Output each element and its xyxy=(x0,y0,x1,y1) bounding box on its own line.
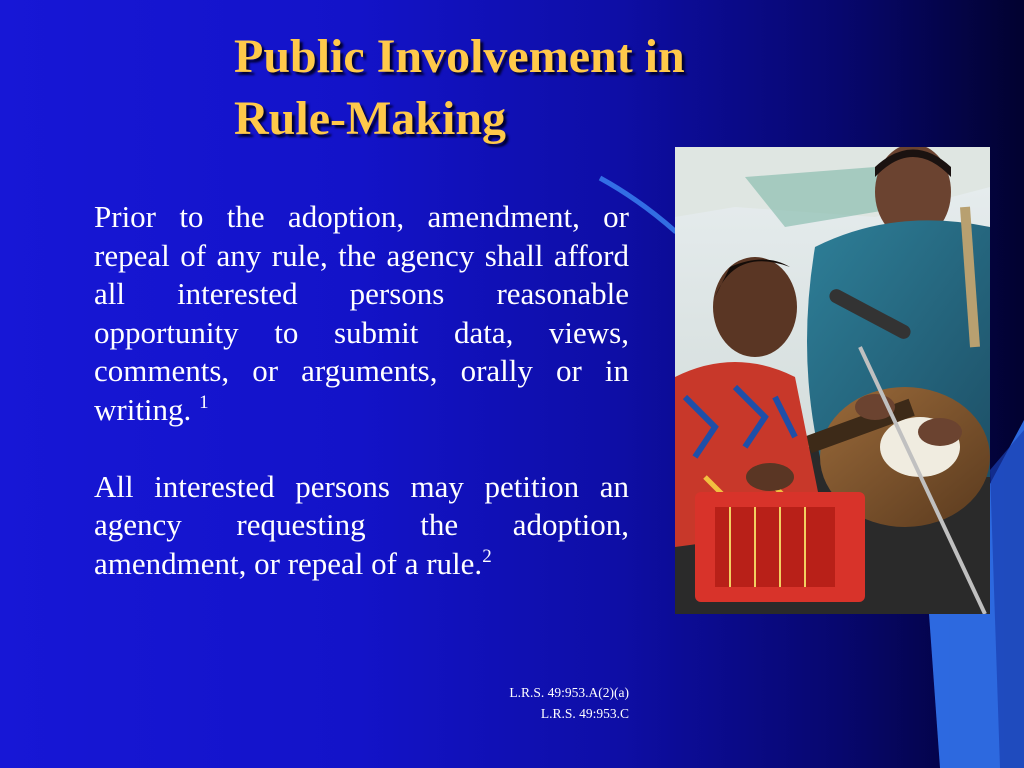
slide-title xyxy=(234,26,834,150)
citation-2: L.R.S. 49:953.C xyxy=(540,706,629,721)
paragraph-2-text: All interested persons may petition an agency requesting the adoption, amendment, or repeal of a rule. xyxy=(94,468,629,581)
citation-1: L.R.S. 49:953.A(2)(a) xyxy=(509,685,629,700)
accordion-bellows xyxy=(715,507,835,587)
paragraph-1-text: Prior to the adoption, amendment, or repeal of any rule, the agency shall afford all interested persons reasonable opportunity to submit data, views, comments, or arguments, orally or in writing. xyxy=(94,199,629,427)
footnote-marker-2: 2 xyxy=(482,545,492,567)
paragraph-2 xyxy=(94,468,629,584)
boy-hand xyxy=(746,463,794,491)
man-hand xyxy=(918,418,962,446)
musicians-photo xyxy=(675,147,990,614)
title-line-2: Rule-Making xyxy=(234,92,507,145)
boy-head xyxy=(713,257,797,357)
paragraph-1 xyxy=(94,198,629,430)
citations xyxy=(509,682,629,724)
footnote-marker-1: 1 xyxy=(199,391,209,413)
title-line-1: Public Involvement in xyxy=(234,30,685,83)
musicians-photo-illustration xyxy=(675,147,990,614)
body-text xyxy=(94,198,629,583)
